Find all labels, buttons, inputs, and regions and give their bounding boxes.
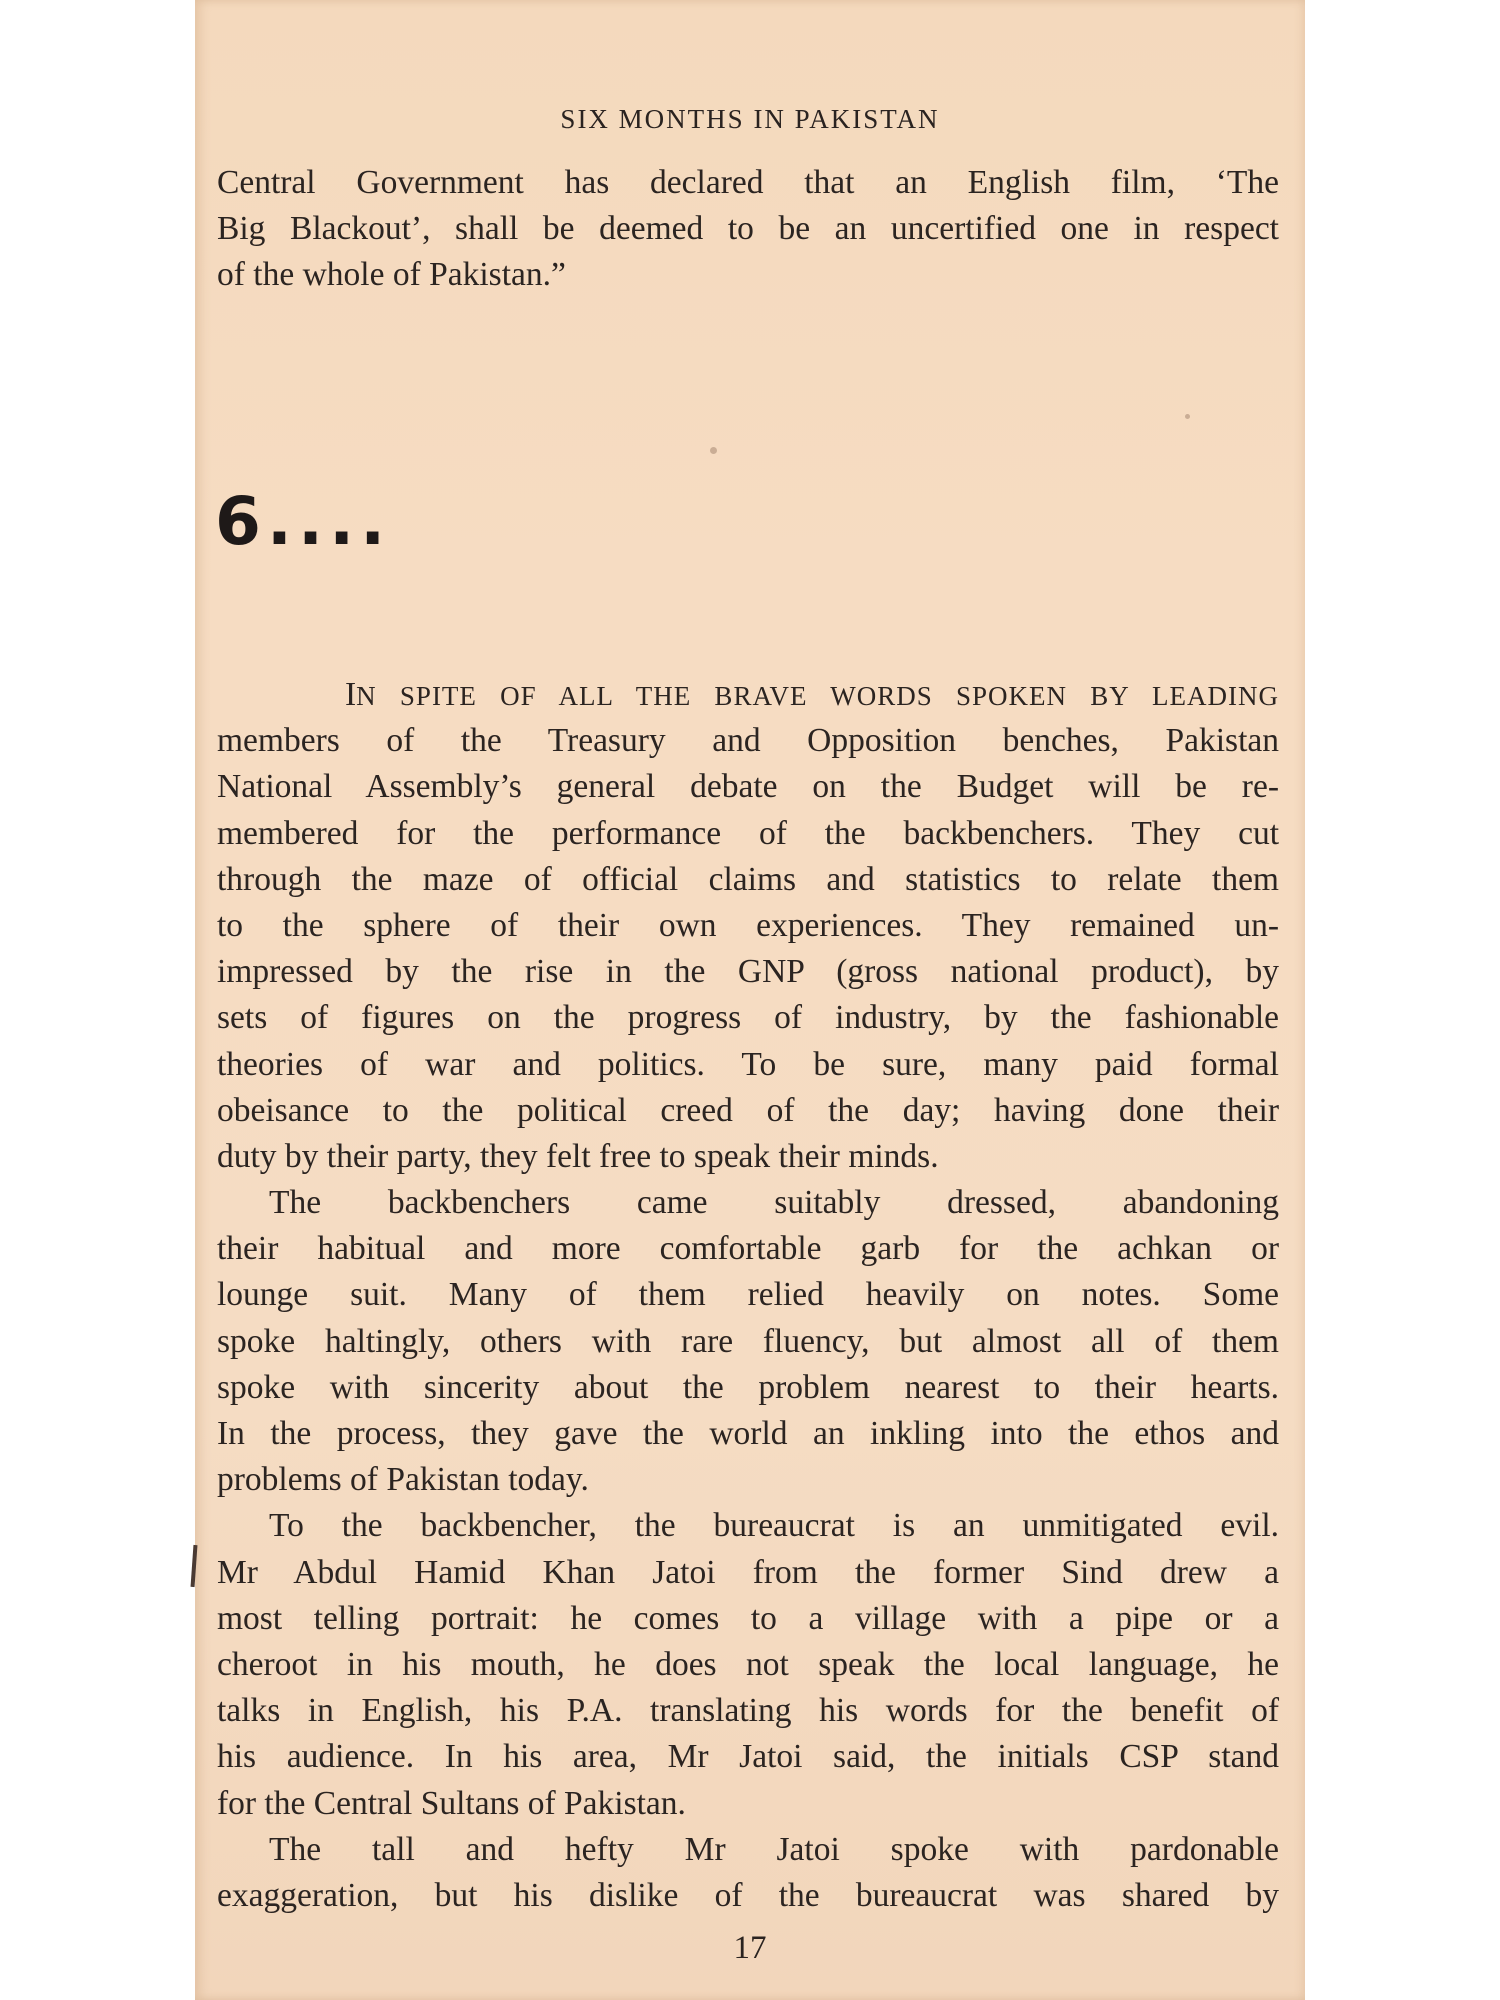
- quote-block: [217, 160, 1279, 299]
- paragraph-3: [217, 1503, 1279, 1826]
- text-line: for the Central Sultans of Pakistan.: [217, 1784, 686, 1822]
- text-line: The backbenchers came suitably dressed, abandoning: [269, 1184, 1279, 1222]
- chapter-number: 6....: [215, 483, 392, 560]
- text-line: through the maze of official claims and statistics to relate them: [217, 860, 1279, 898]
- text-line: sets of figures on the progress of industry, by the fashionable: [217, 999, 1279, 1037]
- text-line: their habitual and more comfortable garb for the achkan or: [217, 1230, 1279, 1268]
- paragraph-4: [217, 1827, 1279, 1919]
- paragraph-2: [217, 1180, 1279, 1503]
- text-line: exaggeration, but his dislike of the bureaucrat was shared by: [217, 1876, 1279, 1914]
- margin-pencil-mark: [191, 1545, 198, 1587]
- text-line: cheroot in his mouth, he does not speak the local language, he: [217, 1645, 1279, 1683]
- page-number: 17: [733, 1930, 767, 1966]
- text-line: to the sphere of their own experiences. They remained un-: [217, 906, 1279, 944]
- text-line: obeisance to the political creed of the day; having done their: [217, 1091, 1279, 1129]
- text-line: members of the Treasury and Opposition benches, Pakistan: [217, 722, 1279, 760]
- opening-line: [217, 672, 1279, 718]
- text-line: lounge suit. Many of them relied heavily on notes. Some: [217, 1276, 1279, 1314]
- text-line: impressed by the rise in the GNP (gross national product), by: [217, 953, 1279, 991]
- text-line: Central Government has declared that an English film, ‘The: [217, 164, 1279, 201]
- text-line: talks in English, his P.A. translating his words for the benefit of: [217, 1692, 1279, 1730]
- running-head: SIX MONTHS IN PAKISTAN: [560, 104, 940, 134]
- text-line: National Assembly’s general debate on the Budget will be re-: [217, 768, 1279, 806]
- text-line: problems of Pakistan today.: [217, 1461, 589, 1499]
- text-line: of the whole of Pakistan.”: [217, 256, 566, 294]
- text-line: spoke haltingly, others with rare fluency, but almost all of them: [217, 1322, 1279, 1360]
- paragraph-1: [217, 718, 1279, 1180]
- book-page: [195, 0, 1305, 2000]
- text-line: spoke with sincerity about the problem nearest to their hearts.: [217, 1368, 1279, 1406]
- text-line: duty by their party, they felt free to speak their minds.: [217, 1137, 939, 1175]
- paper-speck: [710, 447, 717, 454]
- paper-speck: [1185, 414, 1190, 419]
- text-line: Mr Abdul Hamid Khan Jatoi from the former Sind drew a: [217, 1553, 1279, 1591]
- drop-initial: I: [345, 676, 357, 713]
- text-line: In the process, they gave the world an inkling into the ethos and: [217, 1415, 1279, 1452]
- text-line: theories of war and politics. To be sure, many paid formal: [217, 1045, 1279, 1083]
- text-line: Big Blackout’, shall be deemed to be an uncertified one in respect: [217, 210, 1279, 248]
- text-line: his audience. In his area, Mr Jatoi said, the initials CSP stand: [217, 1738, 1279, 1776]
- body-text: [217, 672, 1279, 1919]
- text-line: most telling portrait: he comes to a village with a pipe or a: [217, 1599, 1279, 1637]
- text-line: To the backbencher, the bureaucrat is an unmitigated evil.: [269, 1507, 1279, 1545]
- text-line: The tall and hefty Mr Jatoi spoke with pardonable: [269, 1830, 1279, 1868]
- text-line: membered for the performance of the backbenchers. They cut: [217, 814, 1279, 852]
- opening-smallcaps: N SPITE OF ALL THE BRAVE WORDS SPOKEN BY LEADING: [356, 681, 1279, 711]
